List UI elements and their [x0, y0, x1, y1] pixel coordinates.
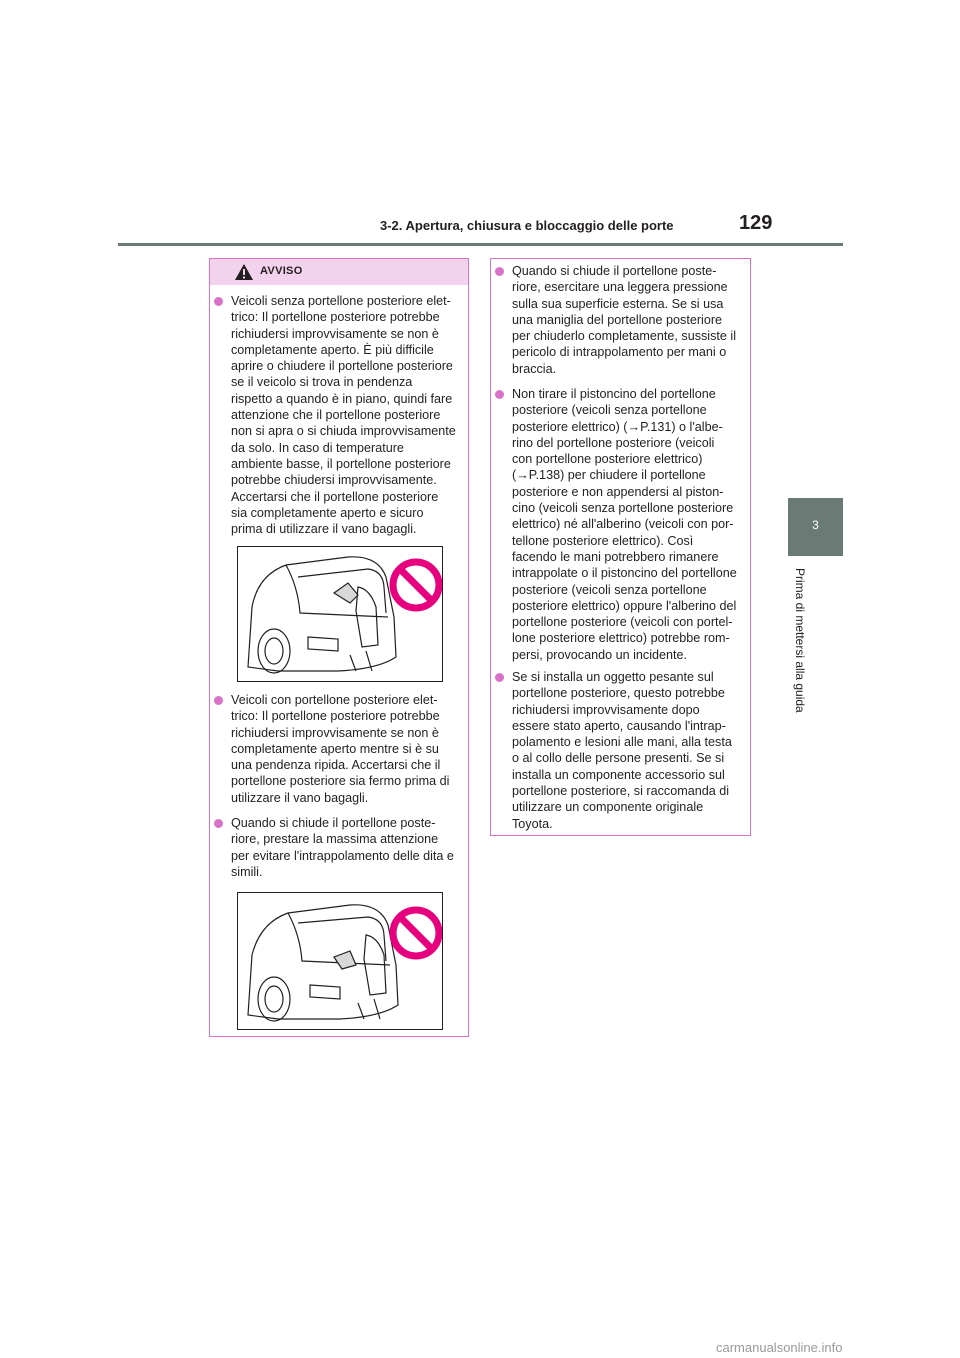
warning-item-text: Veicoli con portellone posteriore elet- trico: Il portellone posteriore potrebbe richiudersi improvvisamente se non è completamente aperto mentre si è su una pendenza ripida. Accertarsi che il portellone posteriore sia fermo prima di utilizzare il vano bagagli.: [231, 693, 450, 805]
warning-item-text: Quando si chiude il portellone poste- riore, esercitare una leggera pressione sulla sua superficie esterna. Se si usa una maniglia del portellone posteriore per chiuderlo completamente, sussiste il pericolo di intrappolamento per mani o braccia.: [512, 264, 736, 376]
warning-item-text: Se si installa un oggetto pesante sul portellone posteriore, questo potrebbe richiudersi improvvisamente dopo essere stato aperto, causando l'intrap- polamento e lesioni alle mani, alla testa o al collo delle persone presenti. Se si installa un componente accessorio sul portellone posteriore, si raccomanda di utilizzare un componente originale Toyota.: [512, 670, 732, 831]
illustration-tailgate-fingers: [237, 892, 443, 1030]
warning-item-text: Quando si chiude il portellone poste- riore, prestare la massima attenzione per evitare l'intrappolamento delle dita e simili.: [231, 816, 454, 879]
warning-item: [495, 386, 748, 663]
bullet-icon: [495, 390, 504, 399]
header-divider: [118, 243, 843, 246]
warning-label: AVVISO: [260, 265, 303, 277]
warning-item: [214, 692, 466, 806]
section-title: 3-2. Apertura, chiusura e bloccaggio delle porte: [380, 218, 674, 233]
warning-item: [495, 263, 748, 377]
footer-watermark[interactable]: carmanualsonline.info: [716, 1340, 843, 1355]
warning-item: [495, 669, 748, 832]
warning-item: [214, 293, 466, 537]
bullet-icon: [495, 673, 504, 682]
car-tailgate-closing-illustration: [238, 893, 442, 1029]
warning-item-text: Non tirare il pistoncino del portellone posteriore (veicoli senza portellone posteriore elettrico) (→P.131) o l'albe- rino del portellone posteriore (veicoli con portellone posteriore elettrico) (→P.138) per chiudere il portellone posteriore e non appendersi al piston- cino (veicoli senza portellone posteriore elettrico) né all'alberino (veicoli con por- tellone posteriore elettrico). Così facendo le mani potrebbero rimanere intrappolate o il pistoncino del portellone posteriore (veicoli senza portellone posteriore elettrico) oppure l'alberino del portellone posteriore (veicoli con portel- lone posteriore elettrico) potrebbe rom- persi, provocando un incidente.: [512, 387, 737, 662]
warning-item-text: Veicoli senza portellone posteriore elet- trico: Il portellone posteriore potrebbe richiudersi improvvisamente se non è completamente aperto. È più difficile aprire o chiudere il portellone posteriore se il veicolo si trova in pendenza rispetto a quando è in piano, quindi fare attenzione che il portellone posteriore non si apra o si chiuda improvvisamente da solo. In caso di temperature ambiente basse, il portellone posteriore potrebbe chiudersi improvvisamente. Accertarsi che il portellone posteriore sia completamente aperto e sicuro prima di utilizzare il vano bagagli.: [231, 294, 456, 537]
chapter-title: Prima di mettersi alla guida: [793, 568, 807, 713]
bullet-icon: [495, 267, 504, 276]
warning-box-right: [490, 258, 751, 836]
warning-box-left: [209, 258, 469, 1037]
illustration-tailgate-slope: [237, 546, 443, 682]
bullet-icon: [214, 297, 223, 306]
car-tailgate-illustration: [238, 547, 442, 681]
bullet-icon: [214, 819, 223, 828]
chapter-number: 3: [812, 518, 819, 532]
bullet-icon: [214, 696, 223, 705]
warning-item: [214, 815, 466, 880]
chapter-tab[interactable]: [788, 498, 843, 556]
warning-header: [210, 259, 468, 285]
page-number: 129: [739, 212, 773, 234]
warning-triangle-icon: [234, 263, 254, 281]
